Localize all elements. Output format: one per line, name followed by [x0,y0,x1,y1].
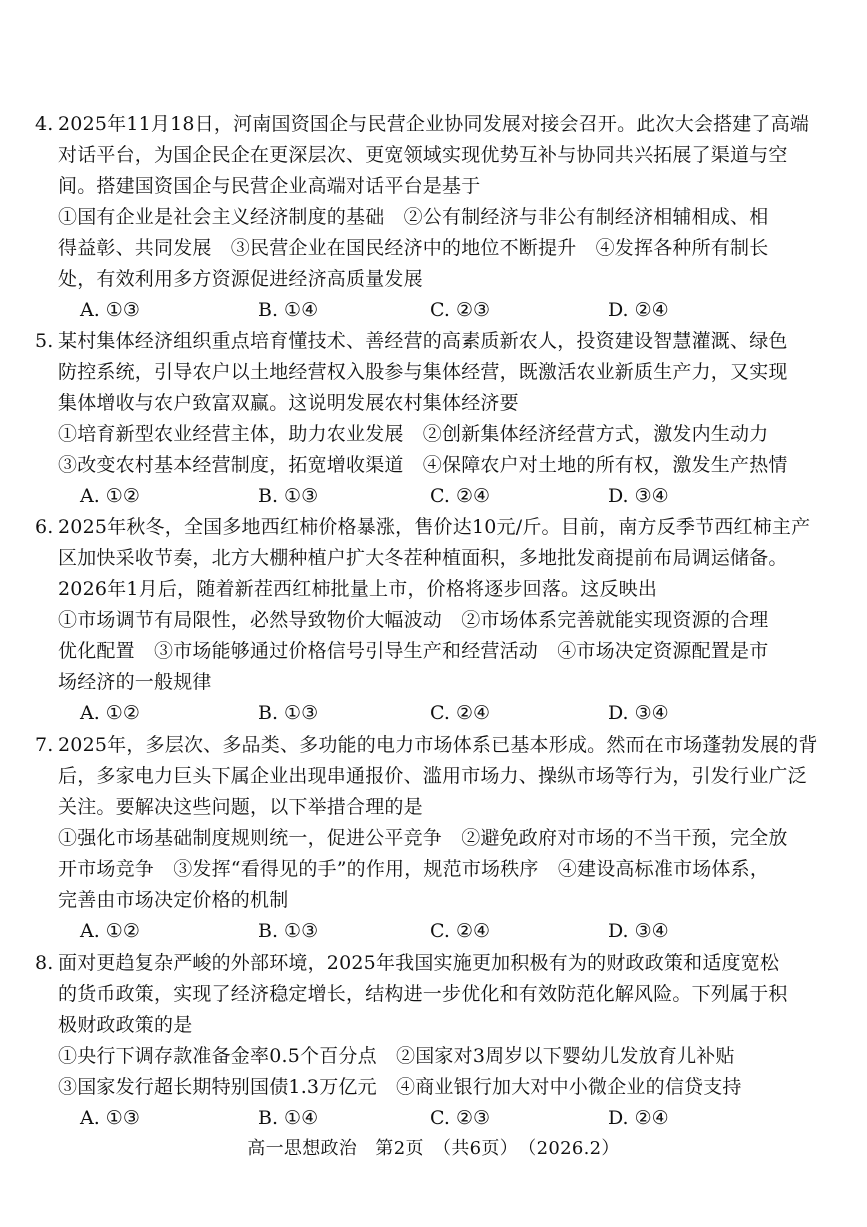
answer-options [58,916,803,947]
statement-line: ③改变农村基本经营制度，拓宽增收渠道 ④保障农户对土地的所有权，激发生产热情 [58,454,788,476]
question-5 [35,326,803,512]
question-number: 6. [35,516,54,538]
statement-line: 优化配置 ③市场能够通过价格信号引导生产和经营活动 ④市场决定资源配置是市 [58,640,769,662]
question-7 [35,730,818,947]
option-a[interactable]: A. ①② [80,920,140,942]
option-c[interactable]: C. ②④ [430,485,491,507]
option-c[interactable]: C. ②④ [430,920,491,942]
statement-line: ①市场调节有局限性，必然导致物价大幅波动 ②市场体系完善就能实现资源的合理 [58,609,769,631]
statement-line: ①央行下调存款准备金率0.5个百分点 ②国家对3周岁以下婴幼儿发放育儿补贴 [58,1045,735,1067]
option-b[interactable]: B. ①③ [258,920,319,942]
question-stem-line: 对话平台，为国企民企在更深层次、更宽领域实现优势互补与协同共兴拓展了渠道与空 [58,144,788,166]
option-b[interactable]: B. ①③ [258,485,319,507]
question-stem-line: 4. 2025年11月18日，河南国资国企与民营企业协同发展对接会召开。此次大会搭建了高端 [58,109,803,140]
question-stem-line: 间。搭建国资国企与民营企业高端对话平台是基于 [58,175,481,197]
statement-line: 处，有效利用多方资源促进经济高质量发展 [58,268,423,290]
question-stem-line: 关注。要解决这些问题，以下举措合理的是 [58,796,423,818]
statement-line: 得益彰、共同发展 ③民营企业在国民经济中的地位不断提升 ④发挥各种所有制长 [58,237,769,259]
option-d[interactable]: D. ③④ [608,702,669,724]
option-b[interactable]: B. ①④ [258,299,319,321]
option-d[interactable]: D. ③④ [608,920,669,942]
answer-options [58,481,803,512]
answer-options [58,698,803,729]
question-stem-line: 7. 2025年，多层次、多品类、多功能的电力市场体系已基本形成。然而在市场蓬勃发展的背 [58,730,803,761]
statement-line: 开市场竞争 ③发挥“看得见的手”的作用，规范市场秩序 ④建设高标准市场体系， [58,858,770,880]
question-stem-line: 的货币政策，实现了经济稳定增长，结构进一步优化和有效防范化解风险。下列属于积 [58,983,788,1005]
question-8 [35,948,803,1134]
question-stem-line: 集体增收与农户致富双赢。这说明发展农村集体经济要 [58,392,519,414]
option-c[interactable]: C. ②③ [430,299,491,321]
question-stem-line: 8. 面对更趋复杂严峻的外部环境，2025年我国实施更加积极有为的财政政策和适度宽松 [58,948,803,979]
option-c[interactable]: C. ②③ [430,1107,491,1129]
question-stem-line: 2026年1月后，随着新茬西红柿批量上市，价格将逐步回落。这反映出 [58,578,658,600]
option-d[interactable]: D. ③④ [608,485,669,507]
question-number: 7. [35,734,54,756]
option-d[interactable]: D. ②④ [608,1107,669,1129]
question-stem-line: 5. 某村集体经济组织重点培育懂技术、善经营的高素质新农人，投资建设智慧灌溉、绿色 [58,326,803,357]
statement-line: ①强化市场基础制度规则统一，促进公平竞争 ②避免政府对市场的不当干预，完全放 [58,827,788,849]
option-a[interactable]: A. ①② [80,702,140,724]
option-a[interactable]: A. ①② [80,485,140,507]
question-number: 4. [35,113,54,135]
option-b[interactable]: B. ①③ [258,702,319,724]
question-stem-line: 后，多家电力巨头下属企业出现串通报价、滥用市场力、操纵市场等行为，引发行业广泛 [58,765,807,787]
option-c[interactable]: C. ②④ [430,702,491,724]
statement-line: ①国有企业是社会主义经济制度的基础 ②公有制经济与非公有制经济相辅相成、相 [58,206,769,228]
question-4 [35,109,810,326]
option-a[interactable]: A. ①③ [80,1107,140,1129]
answer-options [58,295,803,326]
page-footer: 高一思想政治 第2页 （共6页） （2026.2） [247,1138,620,1159]
statement-line: 场经济的一般规律 [58,671,212,693]
question-number: 8. [35,952,54,974]
option-d[interactable]: D. ②④ [608,299,669,321]
answer-options [58,1103,803,1134]
option-a[interactable]: A. ①③ [80,299,140,321]
question-6 [35,512,811,729]
question-stem-line: 6. 2025年秋冬，全国多地西红柿价格暴涨，售价达10元/斤。目前，南方反季节西红柿主产 [58,512,803,543]
question-stem-line: 防控系统，引导农户以土地经营权入股参与集体经营，既激活农业新质生产力，又实现 [58,361,788,383]
option-b[interactable]: B. ①④ [258,1107,319,1129]
question-number: 5. [35,330,54,352]
question-stem-line: 极财政政策的是 [58,1014,193,1036]
question-stem-line: 区加快采收节奏，北方大棚种植户扩大冬茬种植面积，多地批发商提前布局调运储备。 [58,547,788,569]
statement-line: ③国家发行超长期特别国债1.3万亿元 ④商业银行加大对中小微企业的信贷支持 [58,1076,742,1098]
statement-line: 完善由市场决定价格的机制 [58,889,289,911]
statement-line: ①培育新型农业经营主体，助力农业发展 ②创新集体经济经营方式，激发内生动力 [58,423,769,445]
